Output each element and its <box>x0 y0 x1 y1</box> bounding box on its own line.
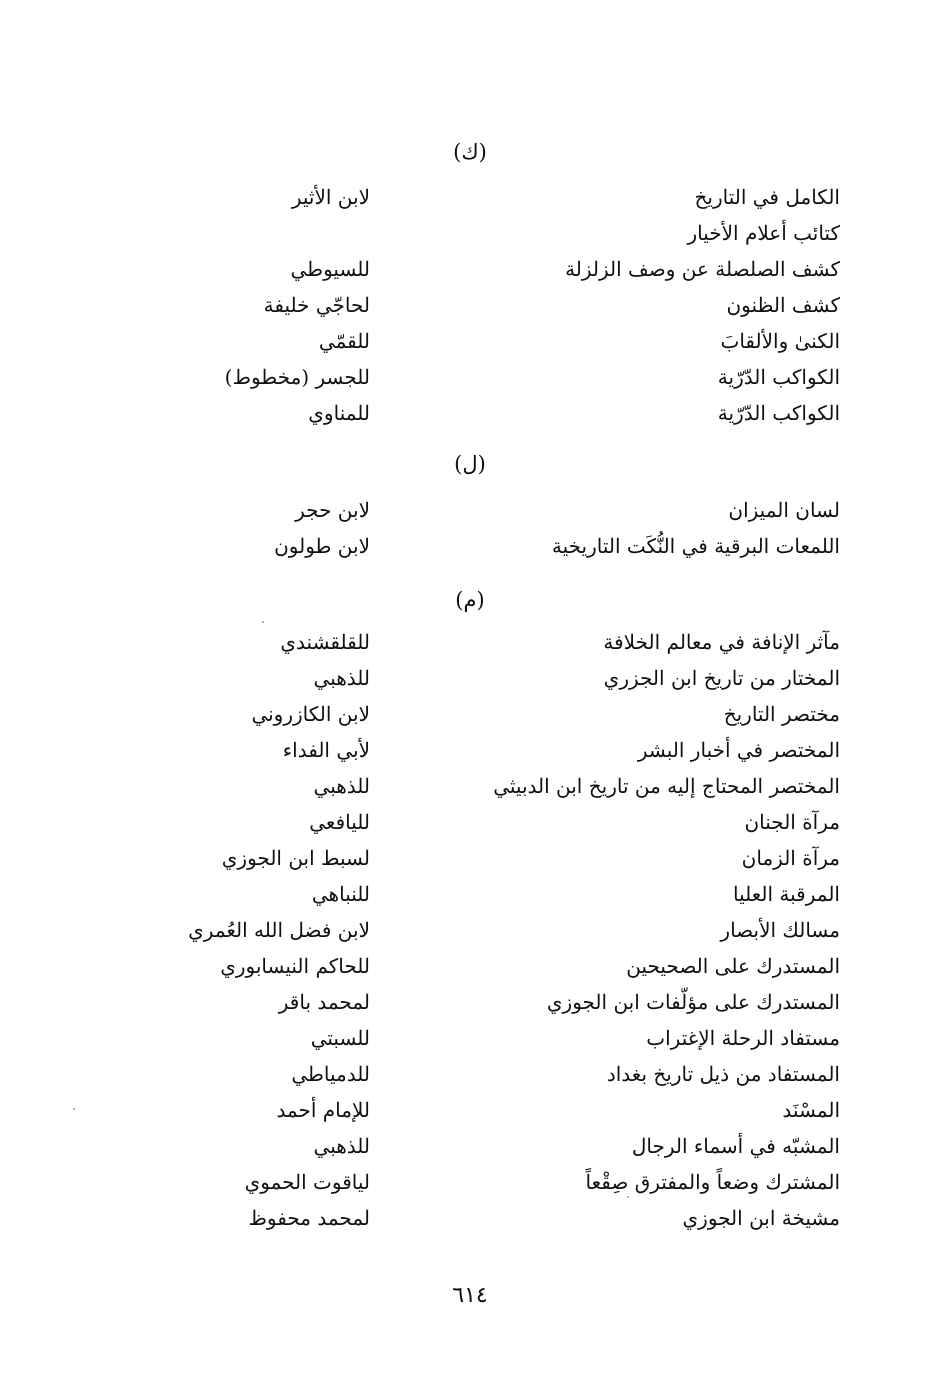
page-number: ٦١٤ <box>452 1283 488 1308</box>
book-title: مشيخة ابن الجوزي <box>682 1206 840 1230</box>
book-author: للقمّي <box>318 329 370 353</box>
book-author: للسيوطي <box>290 257 370 281</box>
book-title: المستدرك على الصحيحين <box>626 954 840 978</box>
book-title: مآثر الإنافة في معالم الخلافة <box>603 630 840 654</box>
book-title: المختصر في أخبار البشر <box>637 738 840 762</box>
scan-speck <box>73 1108 75 1110</box>
book-author: للمناوي <box>308 401 370 425</box>
index-entry <box>0 1128 940 1164</box>
book-title: كتائب أعلام الأخيار <box>687 221 840 245</box>
book-title: مستفاد الرحلة الإغتراب <box>646 1026 840 1050</box>
book-author: للجسر (مخطوط) <box>224 365 370 389</box>
book-title: اللمعات البرقية في النُّكَت التاريخية <box>551 534 840 558</box>
book-author: لمحمد باقر <box>278 990 370 1014</box>
book-author: لليافعي <box>309 810 370 834</box>
index-entry <box>0 359 940 395</box>
book-author: للسبتي <box>310 1026 370 1050</box>
book-author: لياقوت الحموي <box>244 1170 370 1194</box>
book-author: لابن حجر <box>295 498 370 522</box>
index-entry <box>0 1164 940 1200</box>
book-author: للذهبي <box>313 774 370 798</box>
section-heading-kaf: (ك) <box>453 140 487 164</box>
book-author: للنباهي <box>311 882 370 906</box>
scan-speck <box>262 621 264 623</box>
index-entry <box>0 696 940 732</box>
book-author: للدمياطي <box>291 1062 370 1086</box>
index-entry <box>0 179 940 215</box>
book-author: لابن الكازروني <box>251 702 370 726</box>
index-entry <box>0 287 940 323</box>
index-entry <box>0 660 940 696</box>
index-entry <box>0 804 940 840</box>
book-author: لابن فضل الله العُمري <box>188 918 370 942</box>
scan-speck <box>627 1196 629 1198</box>
book-title: الكامل في التاريخ <box>694 185 840 209</box>
index-entry <box>0 624 940 660</box>
index-entry <box>0 768 940 804</box>
book-title: المسْنَد <box>782 1098 840 1122</box>
book-author: لابن الأثير <box>291 185 370 209</box>
book-author: لسبط ابن الجوزي <box>221 846 370 870</box>
index-entry <box>0 948 940 984</box>
book-title: الكنىٰ والألقابَ <box>720 329 840 353</box>
book-author: للقلقشندي <box>280 630 370 654</box>
book-title: مرآة الزمان <box>741 846 840 870</box>
book-author: لمحمد محفوظ <box>248 1206 370 1230</box>
book-title: المختار من تاريخ ابن الجزري <box>603 666 840 690</box>
book-title: لسان الميزان <box>728 498 840 522</box>
book-title: المشترك وضعاً والمفترق صِقْعاً <box>585 1170 840 1194</box>
section-heading-lam: (ل) <box>454 452 486 476</box>
index-entry <box>0 395 940 431</box>
index-entry <box>0 1020 940 1056</box>
book-title: كشف الصلصلة عن وصف الزلزلة <box>565 257 840 281</box>
book-title: المختصر المحتاج إليه من تاريخ ابن الدبيثي <box>493 774 840 798</box>
book-author: للحاكم النيسابوري <box>220 954 370 978</box>
book-author: للذهبي <box>313 666 370 690</box>
book-title: مرآة الجنان <box>744 810 840 834</box>
book-title: مختصر التاريخ <box>723 702 840 726</box>
book-title: مسالك الأبصار <box>720 918 840 942</box>
book-author: لأبي الفداء <box>282 738 370 762</box>
index-entry <box>0 1092 940 1128</box>
index-entry <box>0 912 940 948</box>
index-entry <box>0 323 940 359</box>
book-title: كشف الظنون <box>726 293 840 317</box>
book-author: للإمام أحمد <box>276 1098 370 1122</box>
book-title: الكواكب الدّرّية <box>717 365 840 389</box>
index-entry <box>0 492 940 528</box>
index-entry <box>0 1200 940 1236</box>
book-author: لابن طولون <box>274 534 370 558</box>
book-title: المشبّه في أسماء الرجال <box>631 1134 840 1158</box>
index-entry <box>0 732 940 768</box>
index-entry <box>0 251 940 287</box>
index-entry <box>0 528 940 564</box>
index-entry <box>0 984 940 1020</box>
book-title: المرقبة العليا <box>733 882 840 906</box>
index-entry <box>0 840 940 876</box>
section-heading-mim: (م) <box>455 588 485 612</box>
book-title: المستفاد من ذيل تاريخ بغداد <box>606 1062 840 1086</box>
book-title: المستدرك على مؤلّفات ابن الجوزي <box>546 990 840 1014</box>
book-author: لحاجّي خليفة <box>263 293 370 317</box>
index-entry <box>0 1056 940 1092</box>
book-author: للذهبي <box>313 1134 370 1158</box>
book-title: الكواكب الدّرّية <box>717 401 840 425</box>
index-entry <box>0 215 940 251</box>
index-entry <box>0 876 940 912</box>
